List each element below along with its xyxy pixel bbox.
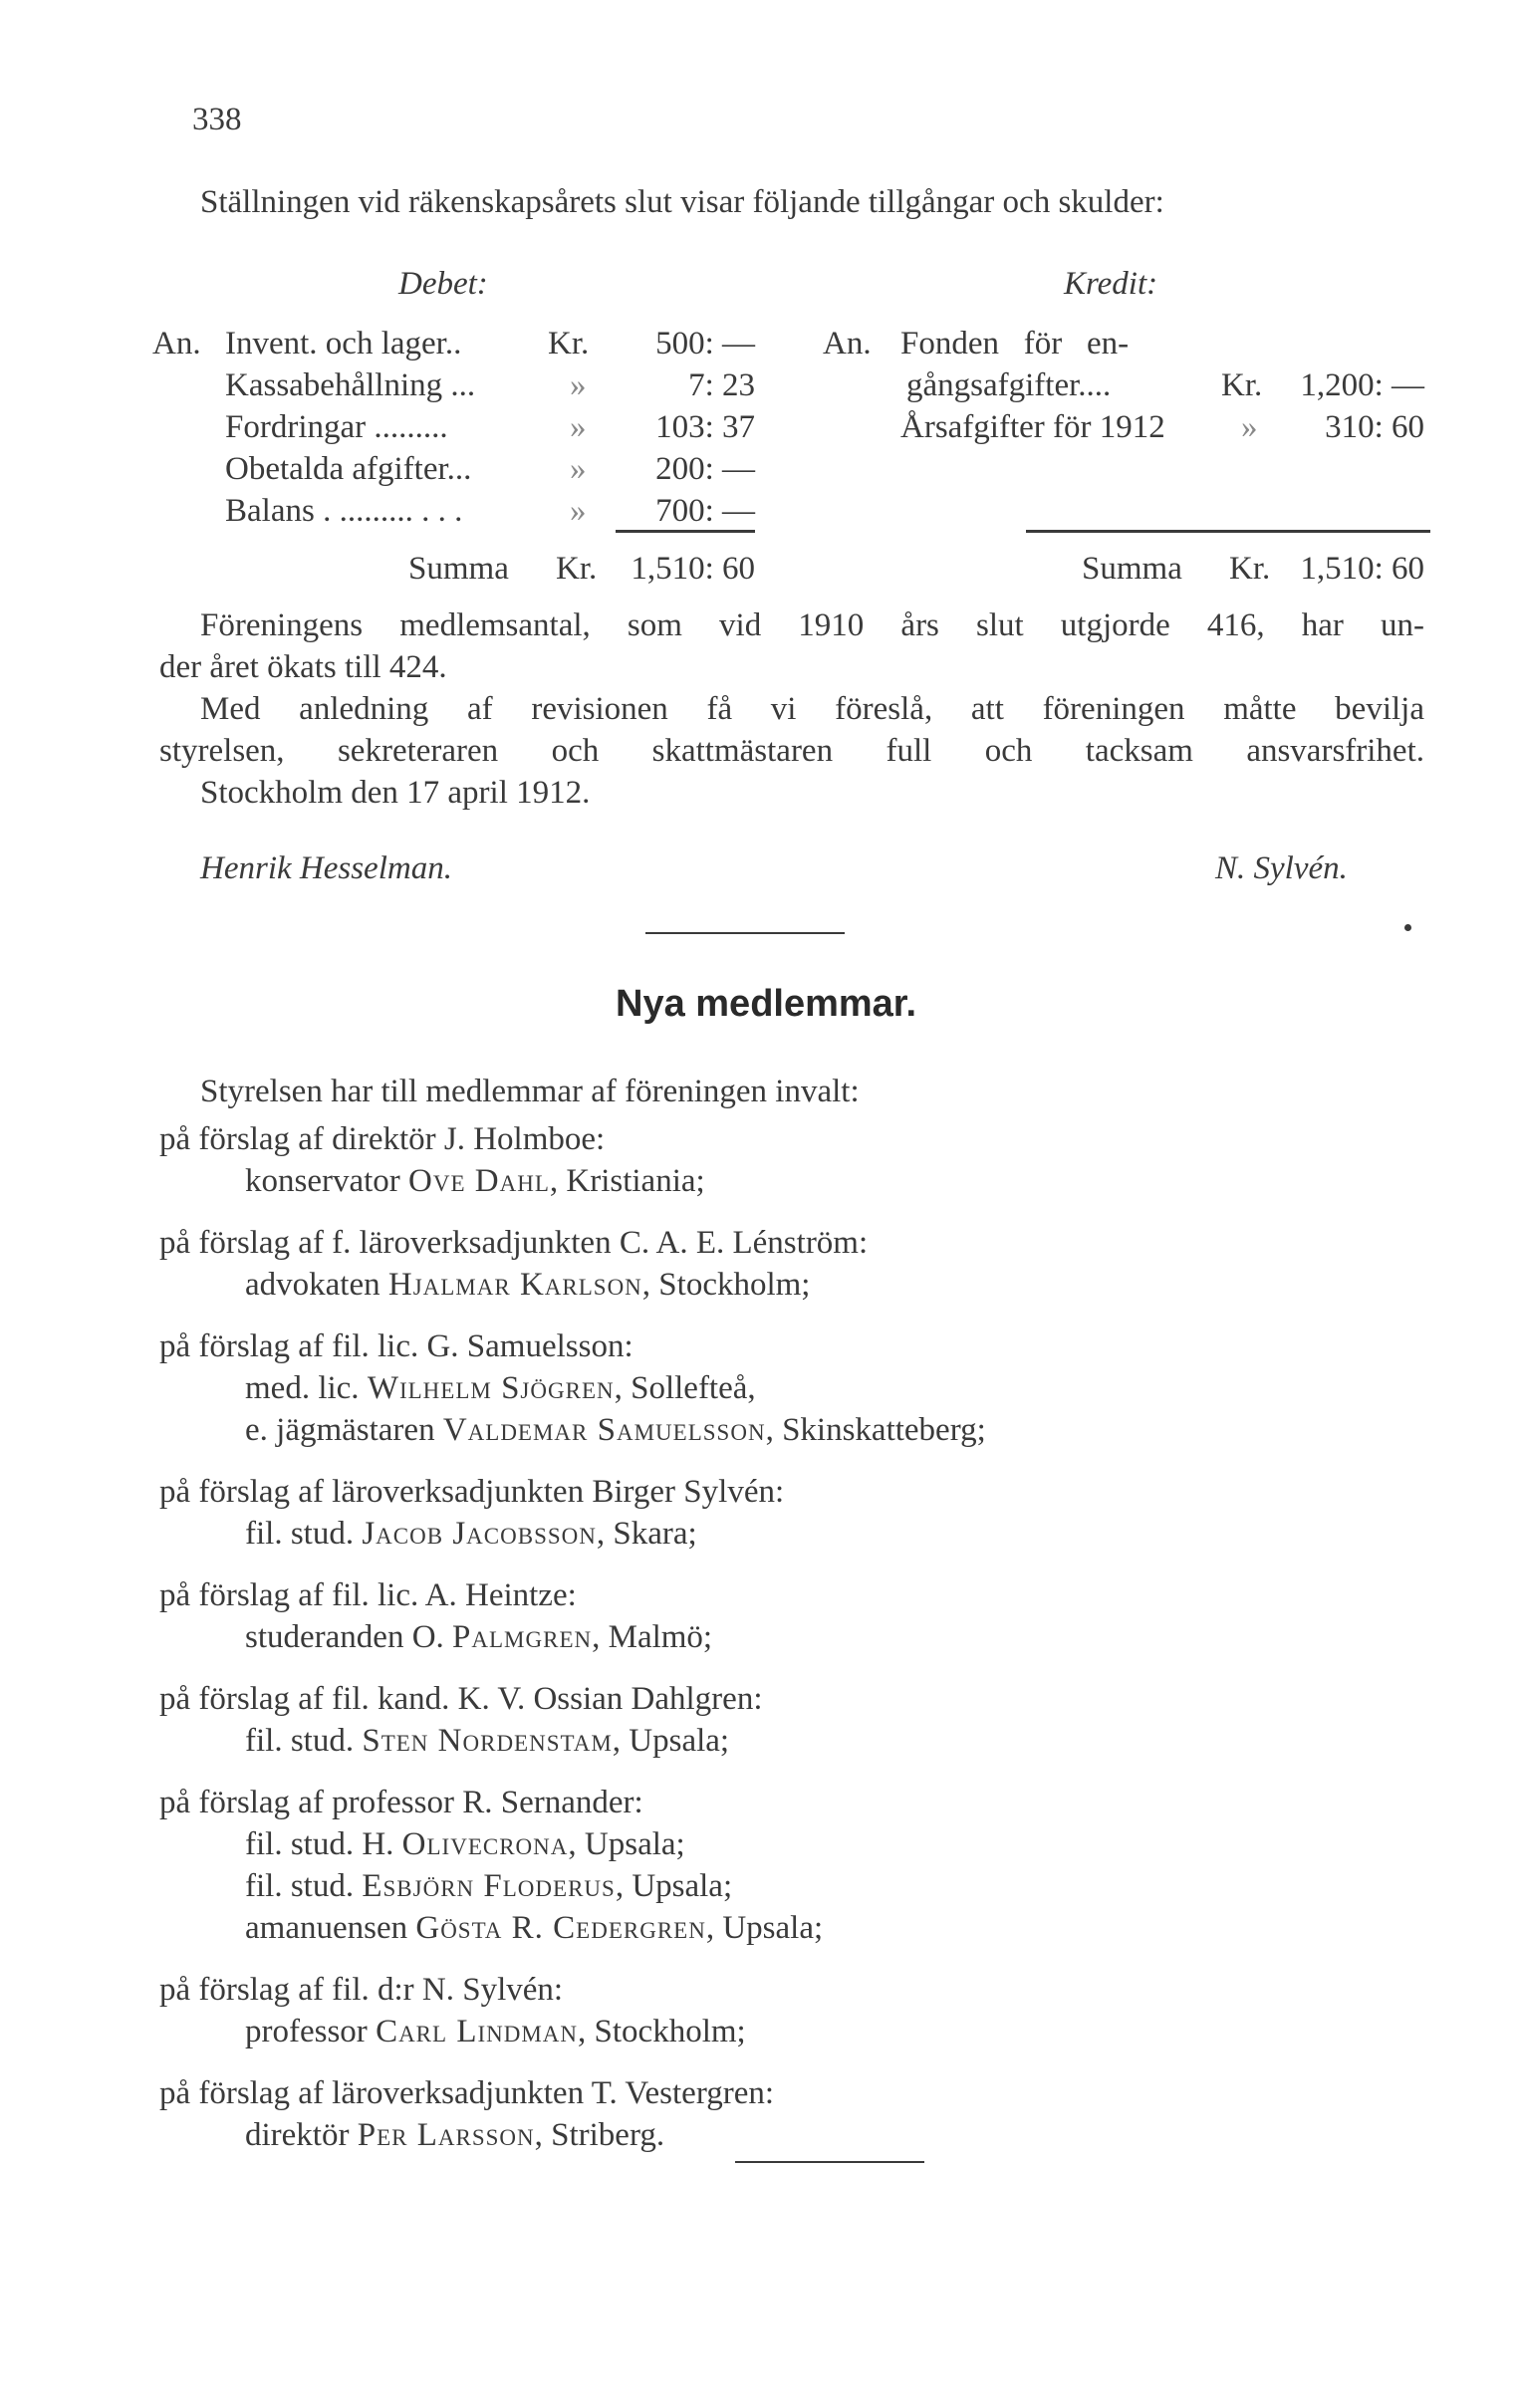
debet-row-label: Invent. och lager.. bbox=[225, 326, 462, 361]
debet-row-label: Fordringar ......... bbox=[225, 409, 448, 445]
paragraph-1-line-1: Föreningens medlemsantal, som vid 1910 års slut utgjorde 416, har un- bbox=[200, 607, 1424, 643]
printed-dot bbox=[1404, 924, 1411, 931]
member-text: , Skara; bbox=[596, 1516, 697, 1552]
kredit-line2-label: gångsafgifter.... bbox=[906, 367, 1112, 403]
member-text: , Upsala; bbox=[568, 1826, 685, 1862]
debet-sum-unit: Kr. bbox=[556, 551, 598, 587]
debet-row-value: 200: — bbox=[655, 451, 755, 487]
balance-intro: Ställningen vid räkenskapsårets slut visar följande tillgångar och skulder: bbox=[200, 184, 1164, 220]
member-entry bbox=[245, 1265, 810, 1305]
member-text: studeranden O. bbox=[245, 1619, 453, 1655]
proposer-line: på förslag af fil. d:r N. Sylvén: bbox=[159, 1972, 564, 2008]
signature-right: N. Sylvén. bbox=[1215, 850, 1348, 886]
member-text: advokaten bbox=[245, 1267, 388, 1303]
kredit-sum-value: 1,510: 60 bbox=[1300, 551, 1424, 587]
proposer-line: på förslag af läroverksadjunkten Birger Sylvén: bbox=[159, 1474, 785, 1510]
paragraph-2-line-1: Med anledning af revisionen få vi föreslå, att föreningen måtte bevilja bbox=[200, 691, 1424, 727]
debet-sum-value: 1,510: 60 bbox=[631, 551, 755, 587]
member-name: Palmgren bbox=[452, 1619, 593, 1655]
section-divider bbox=[645, 932, 845, 934]
members-intro: Styrelsen har till medlemmar af föreningen invalt: bbox=[200, 1074, 860, 1109]
debet-sum-label: Summa bbox=[408, 551, 509, 587]
debet-row-label: Kassabehållning ... bbox=[225, 367, 476, 403]
member-name: Jacob Jacobsson bbox=[362, 1516, 597, 1552]
debet-row-unit: » bbox=[570, 367, 587, 403]
debet-row-unit: » bbox=[570, 451, 587, 487]
member-name: Wilhelm Sjögren bbox=[367, 1370, 615, 1406]
kredit-prefix: An. bbox=[823, 326, 872, 361]
debet-row-value: 7: 23 bbox=[688, 367, 755, 403]
member-name: Sten Nordenstam bbox=[362, 1723, 613, 1759]
kredit-sum-unit: Kr. bbox=[1229, 551, 1271, 587]
section-title: Nya medlemmar. bbox=[616, 983, 917, 1025]
member-text: , Skinskatteberg; bbox=[765, 1412, 986, 1448]
debet-row-value: 700: — bbox=[655, 493, 755, 529]
member-name: Gösta R. Cedergren bbox=[415, 1910, 706, 1946]
member-text: amanuensen bbox=[245, 1910, 416, 1946]
debet-sum-rule bbox=[616, 530, 755, 533]
member-entry bbox=[245, 1161, 705, 1201]
kredit-line2-unit: Kr. bbox=[1221, 367, 1263, 403]
debet-header: Debet: bbox=[398, 266, 488, 302]
member-text: , Striberg. bbox=[534, 2117, 665, 2153]
member-name: Carl Lindman bbox=[376, 2014, 579, 2049]
member-text: , Sollefteå, bbox=[614, 1370, 756, 1406]
end-rule bbox=[735, 2161, 924, 2163]
member-name: Olivecrona bbox=[401, 1826, 569, 1862]
member-entry bbox=[245, 1410, 986, 1450]
member-entry bbox=[245, 2115, 664, 2155]
member-text: fil. stud. bbox=[245, 1723, 363, 1759]
member-name: Per Larsson bbox=[357, 2117, 535, 2153]
paragraph-1-line-2: der året ökats till 424. bbox=[159, 649, 447, 685]
member-text: , Stockholm; bbox=[641, 1267, 811, 1303]
member-name: Valdemar Samuelsson bbox=[442, 1412, 766, 1448]
kredit-sum-rule bbox=[1026, 530, 1430, 533]
debet-row-unit: Kr. bbox=[548, 326, 590, 361]
debet-row-unit: » bbox=[570, 493, 587, 529]
member-text: , Malmö; bbox=[592, 1619, 713, 1655]
member-text: , Upsala; bbox=[615, 1868, 733, 1904]
kredit-line3-label: Årsafgifter för 1912 bbox=[900, 409, 1165, 445]
member-text: fil. stud. H. bbox=[245, 1826, 402, 1862]
proposer-line: på förslag af f. läroverksadjunkten C. A. E. Lénström: bbox=[159, 1225, 869, 1261]
member-text: , Kristiania; bbox=[549, 1163, 705, 1199]
debet-row-unit: » bbox=[570, 409, 587, 445]
member-text: fil. stud. bbox=[245, 1868, 363, 1904]
kredit-line1: Fonden för en- bbox=[900, 326, 1130, 361]
debet-row-value: 500: — bbox=[655, 326, 755, 361]
paragraph-2-line-2: styrelsen, sekreteraren och skattmästaren full och tacksam ansvarsfrihet. bbox=[159, 733, 1424, 769]
member-text: direktör bbox=[245, 2117, 358, 2153]
member-text: med. lic. bbox=[245, 1370, 368, 1406]
member-entry bbox=[245, 1908, 823, 1948]
debet-row-label: Obetalda afgifter... bbox=[225, 451, 472, 487]
proposer-line: på förslag af fil. kand. K. V. Ossian Dahlgren: bbox=[159, 1681, 763, 1717]
debet-row-value: 103: 37 bbox=[655, 409, 755, 445]
kredit-sum-label: Summa bbox=[1082, 551, 1182, 587]
kredit-line3-value: 310: 60 bbox=[1325, 409, 1424, 445]
member-text: , Upsala; bbox=[705, 1910, 824, 1946]
signature-left: Henrik Hesselman. bbox=[200, 850, 452, 886]
member-entry bbox=[245, 1824, 685, 1864]
member-name: Ove Dahl bbox=[408, 1163, 550, 1199]
member-entry bbox=[245, 1866, 732, 1906]
proposer-line: på förslag af professor R. Sernander: bbox=[159, 1785, 643, 1820]
member-entry bbox=[245, 2012, 746, 2051]
member-text: , Stockholm; bbox=[578, 2014, 746, 2049]
member-text: konservator bbox=[245, 1163, 409, 1199]
proposer-line: på förslag af läroverksadjunkten T. Vestergren: bbox=[159, 2075, 775, 2111]
debet-row-label: Balans . ......... . . . bbox=[225, 493, 463, 529]
proposer-line: på förslag af fil. lic. A. Heintze: bbox=[159, 1577, 577, 1613]
place-date: Stockholm den 17 april 1912. bbox=[200, 775, 591, 811]
debet-prefix: An. bbox=[152, 326, 201, 361]
member-name: Hjalmar Karlson bbox=[387, 1267, 642, 1303]
page-number: 338 bbox=[192, 102, 242, 137]
proposer-line: på förslag af fil. lic. G. Samuelsson: bbox=[159, 1328, 633, 1364]
member-text: e. jägmästaren bbox=[245, 1412, 443, 1448]
member-entry bbox=[245, 1617, 712, 1657]
member-entry bbox=[245, 1368, 756, 1408]
member-text: , Upsala; bbox=[612, 1723, 730, 1759]
kredit-line3-unit: » bbox=[1241, 409, 1258, 445]
member-name: Esbjörn Floderus bbox=[362, 1868, 616, 1904]
member-entry bbox=[245, 1514, 697, 1554]
kredit-line2-value: 1,200: — bbox=[1300, 367, 1424, 403]
proposer-line: på förslag af direktör J. Holmboe: bbox=[159, 1121, 606, 1157]
member-entry bbox=[245, 1721, 729, 1761]
kredit-header: Kredit: bbox=[1064, 266, 1158, 302]
member-text: professor bbox=[245, 2014, 377, 2049]
member-text: fil. stud. bbox=[245, 1516, 363, 1552]
